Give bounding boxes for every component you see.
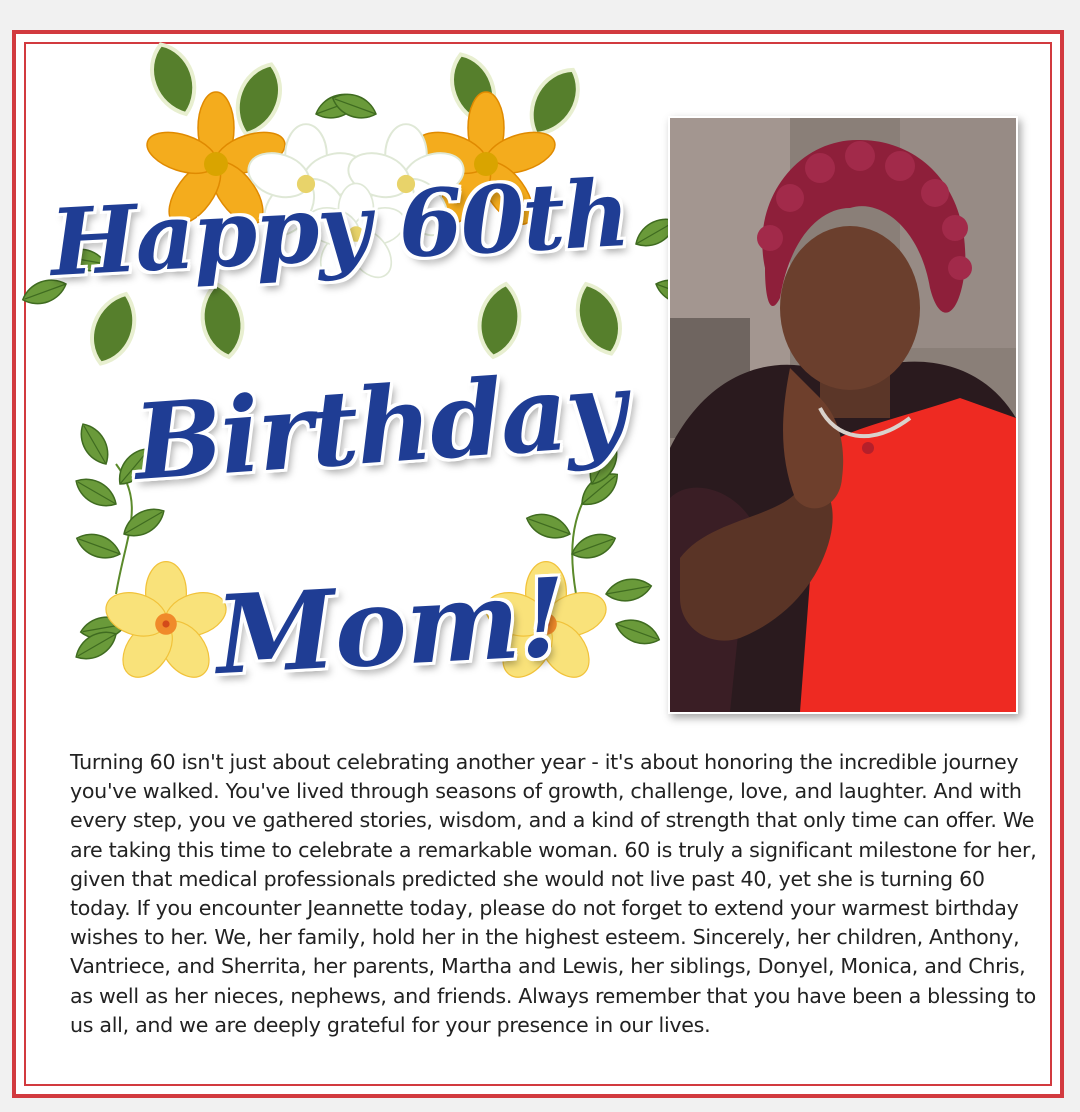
greeting-line-mom: Mom! [212, 554, 569, 700]
birthday-card [12, 30, 1064, 1098]
portrait-photo-icon [670, 118, 1016, 712]
birthday-message: Turning 60 isn't just about celebrating another year - it's about honoring the incredible journey you've walked. You've lived through seasons of growth, challenge, love, and laughter. And with every step, you ve gathered stories, wisdom, and a kind of strength that only time can offer. We are taking this time to celebrate a remarkable woman. 60 is truly a significant milestone for her, given that medical professionals predicted she would not live past 40, yet she is turning 60 today. If you encounter Jeannette today, please do not forget to extend your warmest birthday wishes to her. We, her family, hold her in the highest esteem. Sincerely, her children, Anthony, Vantriece, and Sherrita, her parents, Martha and Lewis, her siblings, Donyel, Monica, and Chris, as well as her nieces, nephews, and friends. Always remember that you have been a blessing to us all, and we are deeply grateful for your presence in our lives. [70, 750, 1037, 1037]
greeting-title [16, 34, 656, 714]
greeting-line-birthday: Birthday [130, 347, 629, 504]
greeting-line-happy-60th: Happy 60th [47, 158, 631, 298]
portrait-photo [668, 116, 1018, 714]
